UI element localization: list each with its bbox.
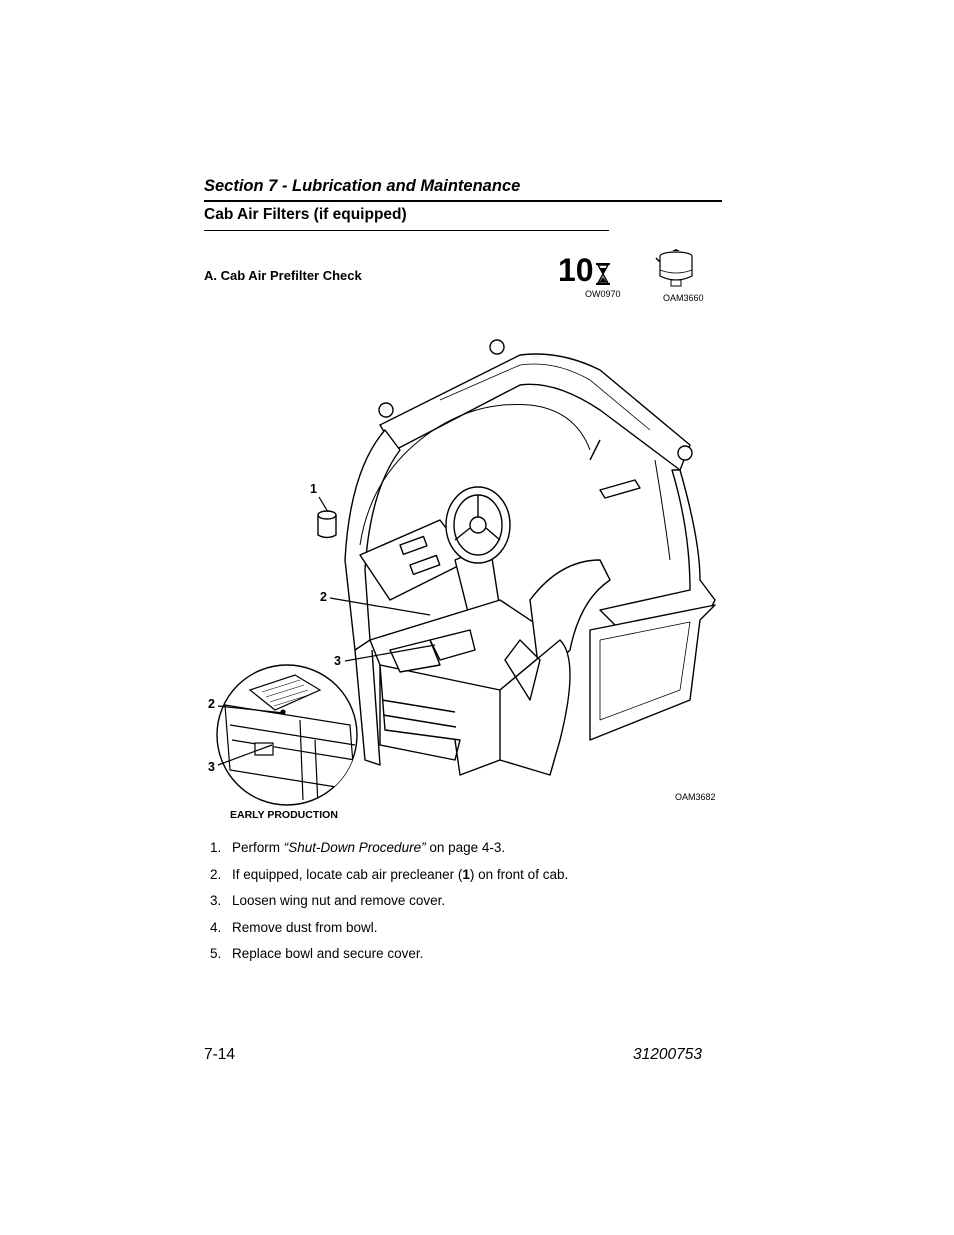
inset-callout-2: 2: [208, 697, 215, 711]
step-5: 5. Replace bowl and secure cover.: [210, 946, 424, 961]
step-4: 4. Remove dust from bowl.: [210, 919, 378, 935]
page-heading: Cab Air Filters (if equipped): [204, 206, 407, 223]
inset-label: EARLY PRODUCTION: [230, 809, 338, 821]
inset-callout-3: 3: [208, 760, 215, 774]
step-3: 3. Loosen wing nut and remove cover.: [210, 893, 446, 908]
section-title: Section 7 - Lubrication and Maintenance: [204, 177, 521, 195]
callout-1: 1: [310, 482, 317, 496]
step-1: 1. Perform “Shut-Down Procedure” on page 4-3.: [210, 840, 506, 855]
step-2: 2. If equipped, locate cab air precleaner (1) on front of cab.: [210, 866, 569, 882]
document-number: 31200753: [633, 1046, 702, 1063]
interval-hours: 10: [558, 252, 594, 288]
cross-reference: “Shut-Down Procedure”: [283, 840, 426, 855]
callout-2: 2: [320, 590, 327, 604]
illustration-code: OAM3682: [675, 792, 716, 802]
hours-icon-code: OW0970: [585, 289, 621, 299]
page-number: 7-14: [204, 1046, 236, 1063]
callout-3: 3: [334, 654, 341, 668]
subheading: A. Cab Air Prefilter Check: [204, 268, 362, 283]
filter-icon-code: OAM3660: [663, 293, 704, 303]
procedure-steps: [210, 840, 568, 973]
